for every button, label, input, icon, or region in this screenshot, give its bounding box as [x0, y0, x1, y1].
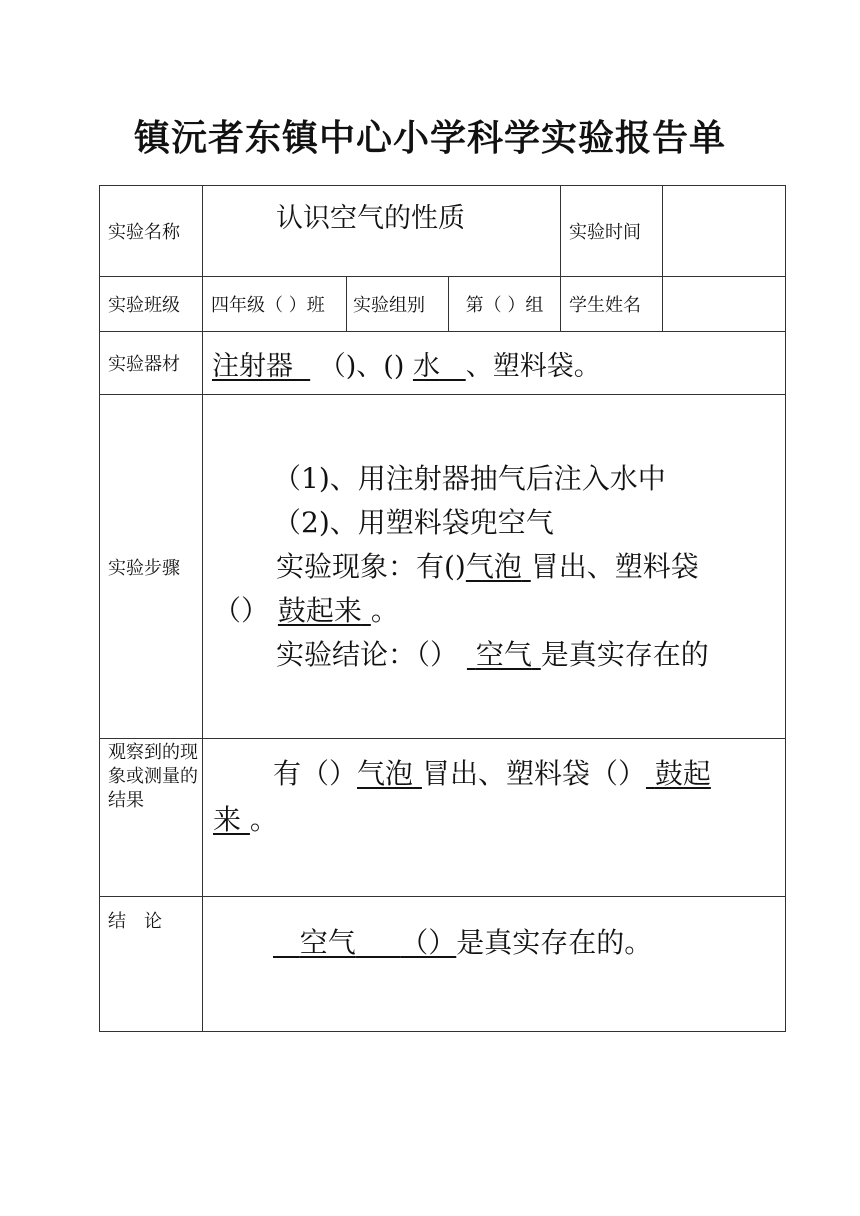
experiment-name-label: 实验名称 [100, 186, 203, 277]
step-phenomenon-cont: （） 鼓起来 。 [213, 593, 399, 627]
experiment-time-value[interactable] [663, 186, 786, 277]
material-syringe: 注射器 [212, 350, 293, 382]
row-class [100, 277, 786, 332]
material-sep-2: 、塑料袋。 [465, 350, 601, 382]
conclusion-air: 空气 [475, 637, 532, 671]
student-name-value[interactable] [663, 277, 786, 332]
step-conclusion: 实验结论：（） 空气 是真实存在的 [276, 637, 709, 671]
conclusion-content: 空气 （）是真实存在的。 [203, 897, 786, 1032]
conclusion-label: 结 论 [100, 897, 203, 1032]
step-line-1: （1)、用注射器抽气后注入水中 [273, 461, 666, 495]
observation-inflate: 鼓起 [654, 757, 711, 790]
student-name-label: 学生姓名 [561, 277, 663, 332]
experiment-time-label: 实验时间 [561, 186, 663, 277]
group-value: 第（ ）组 [449, 277, 561, 332]
phenomenon-bubbles: 气泡 [465, 549, 522, 583]
report-table [99, 185, 786, 1032]
row-conclusion [100, 897, 786, 1032]
step-line-2: （2)、用塑料袋兜空气 [273, 505, 554, 539]
row-materials [100, 332, 786, 395]
page-title: 镇沅者东镇中心小学科学实验报告单 [133, 117, 726, 159]
steps-content [203, 395, 786, 739]
phenomenon-inflate: 鼓起来 [277, 593, 362, 627]
observation-bubbles: 气泡 [357, 757, 414, 790]
experiment-name-value: 认识空气的性质 [203, 186, 561, 277]
materials-label: 实验器材 [100, 332, 203, 395]
row-observation [100, 739, 786, 897]
group-label: 实验组别 [347, 277, 449, 332]
observation-label: 观察到的现象或测量的结果 [100, 739, 203, 897]
row-steps [100, 395, 786, 739]
step-phenomenon: 实验现象：有()气泡 冒出、塑料袋 [276, 549, 699, 583]
material-sep-1: （)、() [310, 350, 405, 382]
conclusion-air-blank: 空气 （） [299, 926, 457, 959]
material-water: 水 [412, 350, 440, 382]
observation-content: 有（）气泡 冒出、塑料袋（） 鼓起 来 。 [203, 739, 786, 897]
row-experiment-name [100, 186, 786, 277]
observation-inflate-cont: 来 [213, 803, 242, 836]
steps-label: 实验步骤 [100, 395, 203, 739]
class-value: 四年级（ ）班 [203, 277, 347, 332]
materials-value [203, 332, 786, 395]
class-label: 实验班级 [100, 277, 203, 332]
